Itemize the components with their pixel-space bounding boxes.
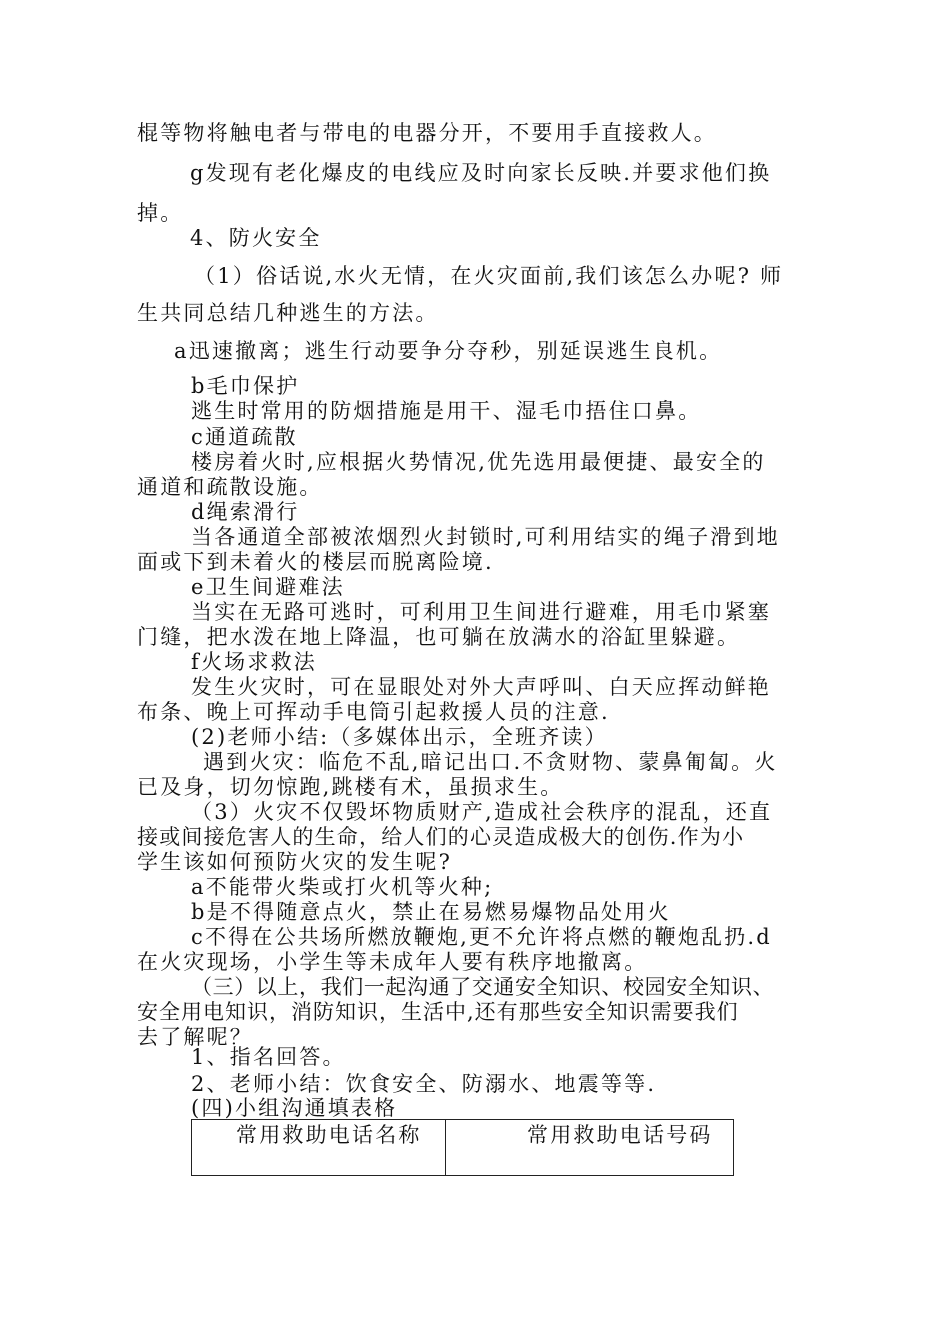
paragraph-line: 学生该如何预防火灾的发生呢? <box>137 850 453 874</box>
list-item: f火场求救法 <box>191 650 317 674</box>
paragraph-line: 安全用电知识，消防知识，生活中,还有那些安全知识需要我们 <box>137 1000 739 1024</box>
section-heading: (四)小组沟通填表格 <box>191 1096 398 1120</box>
list-item: e卫生间避难法 <box>191 575 345 599</box>
paragraph-line: 当实在无路可逃时，可利用卫生间进行避难，用毛巾紧塞 <box>191 600 771 624</box>
paragraph-line: (2)老师小结:（多媒体出示，全班齐读） <box>191 725 608 749</box>
paragraph-line: 发生火灾时，可在显眼处对外大声呼叫、白天应挥动鲜艳 <box>191 675 771 699</box>
paragraph-line: 接或间接危害人的生命，给人们的心灵造成极大的创伤.作为小 <box>137 825 745 849</box>
section-heading: 4、防火安全 <box>190 226 322 250</box>
table-header-cell: 常用救助电话名称 <box>236 1123 422 1147</box>
paragraph-line: 布条、晚上可挥动手电筒引起救援人员的注意. <box>137 700 610 724</box>
paragraph-line: 在火灾现场，小学生等未成年人要有秩序地撤离。 <box>137 950 648 974</box>
list-item: 2、老师小结：饮食安全、防溺水、地震等等. <box>191 1072 657 1096</box>
paragraph-line: （三）以上，我们一起沟通了交通安全知识、校园安全知识、 <box>191 975 775 999</box>
list-item: c不得在公共场所燃放鞭炮,更不允许将点燃的鞭炮乱扔.d <box>191 925 772 949</box>
paragraph-line: 生共同总结几种逃生的方法。 <box>137 301 439 325</box>
paragraph-line: 遇到火灾：临危不乱,暗记出口.不贪财物、蒙鼻匍匐。火 <box>203 750 778 774</box>
paragraph-line: 掉。 <box>137 201 184 225</box>
paragraph-line: （3）火灾不仅毁坏物质财产,造成社会秩序的混乱，还直 <box>191 800 773 824</box>
list-item: a迅速撤离；逃生行动要争分夺秒，别延误逃生良机。 <box>174 339 723 363</box>
list-item: 1、指名回答。 <box>191 1045 346 1069</box>
table-column-divider <box>445 1120 446 1175</box>
paragraph-line: g发现有老化爆皮的电线应及时向家长反映.并要求他们换 <box>190 161 772 185</box>
rescue-phone-table <box>191 1119 734 1176</box>
paragraph-line: 逃生时常用的防烟措施是用干、湿毛巾捂住口鼻。 <box>191 399 702 423</box>
table-header-cell: 常用救助电话号码 <box>527 1123 713 1147</box>
list-item: b毛巾保护 <box>191 374 300 398</box>
paragraph-line: 门缝，把水泼在地上降温，也可躺在放满水的浴缸里躲避。 <box>137 625 741 649</box>
list-item: a不能带火柴或打火机等火种; <box>191 875 494 899</box>
paragraph-line: 去了解呢？ <box>137 1025 253 1049</box>
list-item: b是不得随意点火，禁止在易燃易爆物品处用火 <box>191 900 671 924</box>
paragraph-line: 面或下到未着火的楼层而脱离险境. <box>137 550 494 574</box>
list-item: d绳索滑行 <box>191 500 300 524</box>
paragraph-line: 楼房着火时,应根据火势情况,优先选用最便捷、最安全的 <box>191 450 766 474</box>
paragraph-line: 已及身，切勿惊跑,跳楼有术，虽损求生。 <box>137 775 564 799</box>
paragraph-line: 当各通道全部被浓烟烈火封锁时,可利用结实的绳子滑到地 <box>191 525 780 549</box>
paragraph-line: 棍等物将触电者与带电的电器分开，不要用手直接救人。 <box>137 121 717 145</box>
paragraph-line: （1）俗话说,水火无情，在火灾面前,我们该怎么办呢? 师 <box>194 264 784 288</box>
list-item: c通道疏散 <box>191 425 298 449</box>
paragraph-line: 通道和疏散设施。 <box>137 475 323 499</box>
